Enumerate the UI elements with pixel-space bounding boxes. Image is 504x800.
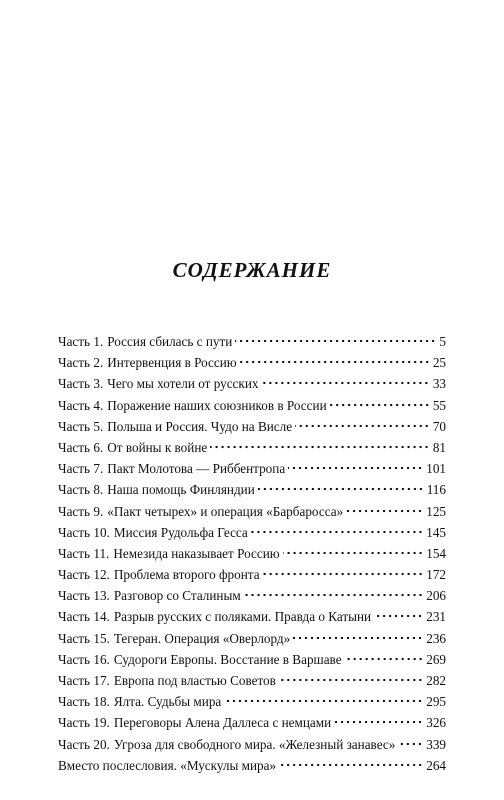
toc-entry xyxy=(58,522,446,543)
toc-entry-text xyxy=(58,734,395,755)
toc-entry xyxy=(58,606,446,627)
toc-entry-title: Тегеран. Операция «Оверлорд» xyxy=(113,630,291,646)
toc-dot-leader xyxy=(240,360,430,364)
toc-entry-title: Судороги Европы. Восстание в Варшаве xyxy=(113,651,342,667)
toc-entry-page: 172 xyxy=(426,567,446,583)
toc-entry-part: Часть 13. xyxy=(58,588,110,604)
toc-entry-part: Часть 6. xyxy=(58,439,104,455)
toc-entry xyxy=(58,543,446,564)
toc-entry-text xyxy=(58,479,255,500)
toc-entry-title: Наша помощь Финляндии xyxy=(107,482,255,498)
toc-entry-text xyxy=(58,373,258,394)
toc-entry-title: Угроза для свободного мира. «Железный занавес» xyxy=(113,736,396,752)
toc-entry-part: Часть 14. xyxy=(58,609,110,625)
toc-dot-leader xyxy=(334,720,423,724)
toc-entry-text xyxy=(58,416,292,437)
toc-entry xyxy=(58,585,446,606)
toc-entry-part: Часть 12. xyxy=(58,567,110,583)
toc-entry-title: Пакт Молотова — Риббентропа xyxy=(107,461,286,477)
toc-entry xyxy=(58,649,446,670)
toc-entry xyxy=(58,331,446,352)
toc-entry xyxy=(58,628,446,649)
toc-entry-part: Часть 19. xyxy=(58,715,110,731)
toc-entry-part: Часть 5. xyxy=(58,418,104,434)
toc-entry xyxy=(58,479,446,500)
toc-entry-text xyxy=(58,331,232,352)
toc-entry-page: 206 xyxy=(426,588,446,604)
toc-dot-leader xyxy=(258,487,424,491)
toc-dot-leader xyxy=(374,614,423,618)
toc-entry-title: От войны к войне xyxy=(107,439,208,455)
toc-entry xyxy=(58,395,446,416)
toc-entry-title: Европа под властью Советов xyxy=(113,673,276,688)
toc-dot-leader xyxy=(345,657,424,661)
toc-entry-part: Часть 8. xyxy=(58,482,104,498)
toc-entry-page: 81 xyxy=(432,439,446,455)
toc-entry-page: 116 xyxy=(426,482,446,498)
toc-entry xyxy=(58,437,446,458)
toc-entry-title: Миссия Рудольфа Гесса xyxy=(113,524,248,540)
toc-entry-text xyxy=(58,458,285,479)
toc-entry-page: 5 xyxy=(439,334,446,349)
toc-entry-page: 101 xyxy=(426,461,446,477)
toc-entry-page: 55 xyxy=(432,397,446,413)
toc-dot-leader xyxy=(244,593,424,597)
toc-entry-part: Часть 4. xyxy=(58,397,104,413)
toc-dot-leader xyxy=(346,509,423,513)
toc-entry-part: Часть 7. xyxy=(58,461,104,477)
toc-entry xyxy=(58,564,446,585)
toc-entry-title: Немезида наказывает Россию xyxy=(113,545,280,561)
toc-entry-part: Часть 1. xyxy=(58,334,104,349)
toc-entry-title: Поражение наших союзников в России xyxy=(107,397,327,413)
toc-entry-part: Часть 10. xyxy=(58,524,110,540)
toc-dot-leader xyxy=(295,424,430,428)
toc-dot-leader xyxy=(251,530,423,534)
toc-entry-part: Часть 17. xyxy=(58,673,110,688)
toc-entry-text xyxy=(58,755,276,776)
toc-entry xyxy=(58,670,446,691)
toc-entry-text xyxy=(58,628,290,649)
toc-dot-leader xyxy=(330,403,430,407)
toc-dot-leader xyxy=(210,445,430,449)
toc-entry xyxy=(58,373,446,394)
toc-entry-part: Часть 11. xyxy=(58,545,110,561)
toc-entry-part: Часть 3. xyxy=(58,376,104,392)
toc-entry-page: 282 xyxy=(426,673,446,688)
toc-dot-leader xyxy=(288,466,423,470)
toc-entry-title: Переговоры Алена Даллеса с немцами xyxy=(113,715,332,731)
toc-entry-title: Россия сбилась с пути xyxy=(107,334,233,349)
toc-entry-title: Разговор со Сталиным xyxy=(113,588,241,604)
toc-dot-leader xyxy=(235,339,436,343)
toc-dot-leader xyxy=(279,678,423,682)
toc-dot-leader xyxy=(263,572,424,576)
toc-entry-title: Чего мы хотели от русских xyxy=(107,376,259,392)
toc-entry-page: 295 xyxy=(426,694,446,710)
toc-entry-text xyxy=(58,712,331,733)
toc-title: СОДЕРЖАНИЕ xyxy=(172,258,332,282)
toc-entry xyxy=(58,352,446,373)
toc-entry-text xyxy=(58,606,371,627)
toc-dot-leader xyxy=(293,636,423,640)
toc-dot-leader xyxy=(398,742,423,746)
toc-entry-text xyxy=(58,395,327,416)
toc-entry-part: Часть 18. xyxy=(58,694,110,710)
toc-entry-page: 70 xyxy=(432,418,446,434)
toc-entry-page: 269 xyxy=(426,651,446,667)
toc-entry-text xyxy=(58,543,280,564)
toc-entry-title: Вместо послесловия. «Мускулы мира» xyxy=(58,757,277,773)
toc-entry xyxy=(58,712,446,733)
toc-entry-title: Польша и Россия. Чудо на Висле xyxy=(107,418,293,434)
toc-dot-leader xyxy=(224,699,423,703)
toc-entry-page: 264 xyxy=(426,757,446,773)
toc-entry xyxy=(58,458,446,479)
toc-list xyxy=(58,331,446,776)
toc-entry-title: Интервенция в Россию xyxy=(107,355,237,371)
toc-entry-part: Часть 15. xyxy=(58,630,110,646)
toc-entry-text xyxy=(58,585,241,606)
toc-entry-title: Ялта. Судьбы мира xyxy=(113,694,222,710)
toc-dot-leader xyxy=(283,551,424,555)
toc-entry-title: «Пакт четырех» и операция «Барбаросса» xyxy=(107,503,344,519)
toc-entry-afterword xyxy=(58,755,446,776)
toc-entry-text xyxy=(58,522,248,543)
toc-entry-text xyxy=(58,564,260,585)
toc-entry-title: Проблема второго фронта xyxy=(113,567,260,583)
toc-entry xyxy=(58,691,446,712)
toc-entry-page: 339 xyxy=(426,736,446,752)
toc-entry-part: Часть 16. xyxy=(58,651,110,667)
toc-entry xyxy=(58,734,446,755)
toc-entry-page: 33 xyxy=(432,376,446,392)
toc-dot-leader xyxy=(261,381,429,385)
toc-entry-page: 154 xyxy=(426,545,446,561)
toc-entry-page: 326 xyxy=(426,715,446,731)
toc-entry-part: Часть 9. xyxy=(58,503,104,519)
toc-entry-text xyxy=(58,352,237,373)
toc-entry-text xyxy=(58,670,276,691)
toc-entry-text xyxy=(58,691,221,712)
toc-entry-text xyxy=(58,437,207,458)
toc-entry-text xyxy=(58,501,343,522)
toc-entry-page: 145 xyxy=(426,524,446,540)
toc-entry-part: Часть 2. xyxy=(58,355,104,371)
toc-entry xyxy=(58,416,446,437)
toc-dot-leader xyxy=(279,763,423,767)
toc-entry-page: 231 xyxy=(426,609,446,625)
toc-entry-text xyxy=(58,649,342,670)
toc-entry-page: 25 xyxy=(432,355,446,371)
toc-entry-part: Часть 20. xyxy=(58,736,110,752)
toc-entry-page: 125 xyxy=(426,503,446,519)
toc-entry-title: Разрыв русских с поляками. Правда о Катыни xyxy=(113,609,372,625)
toc-entry-page: 236 xyxy=(426,630,446,646)
toc-entry xyxy=(58,501,446,522)
